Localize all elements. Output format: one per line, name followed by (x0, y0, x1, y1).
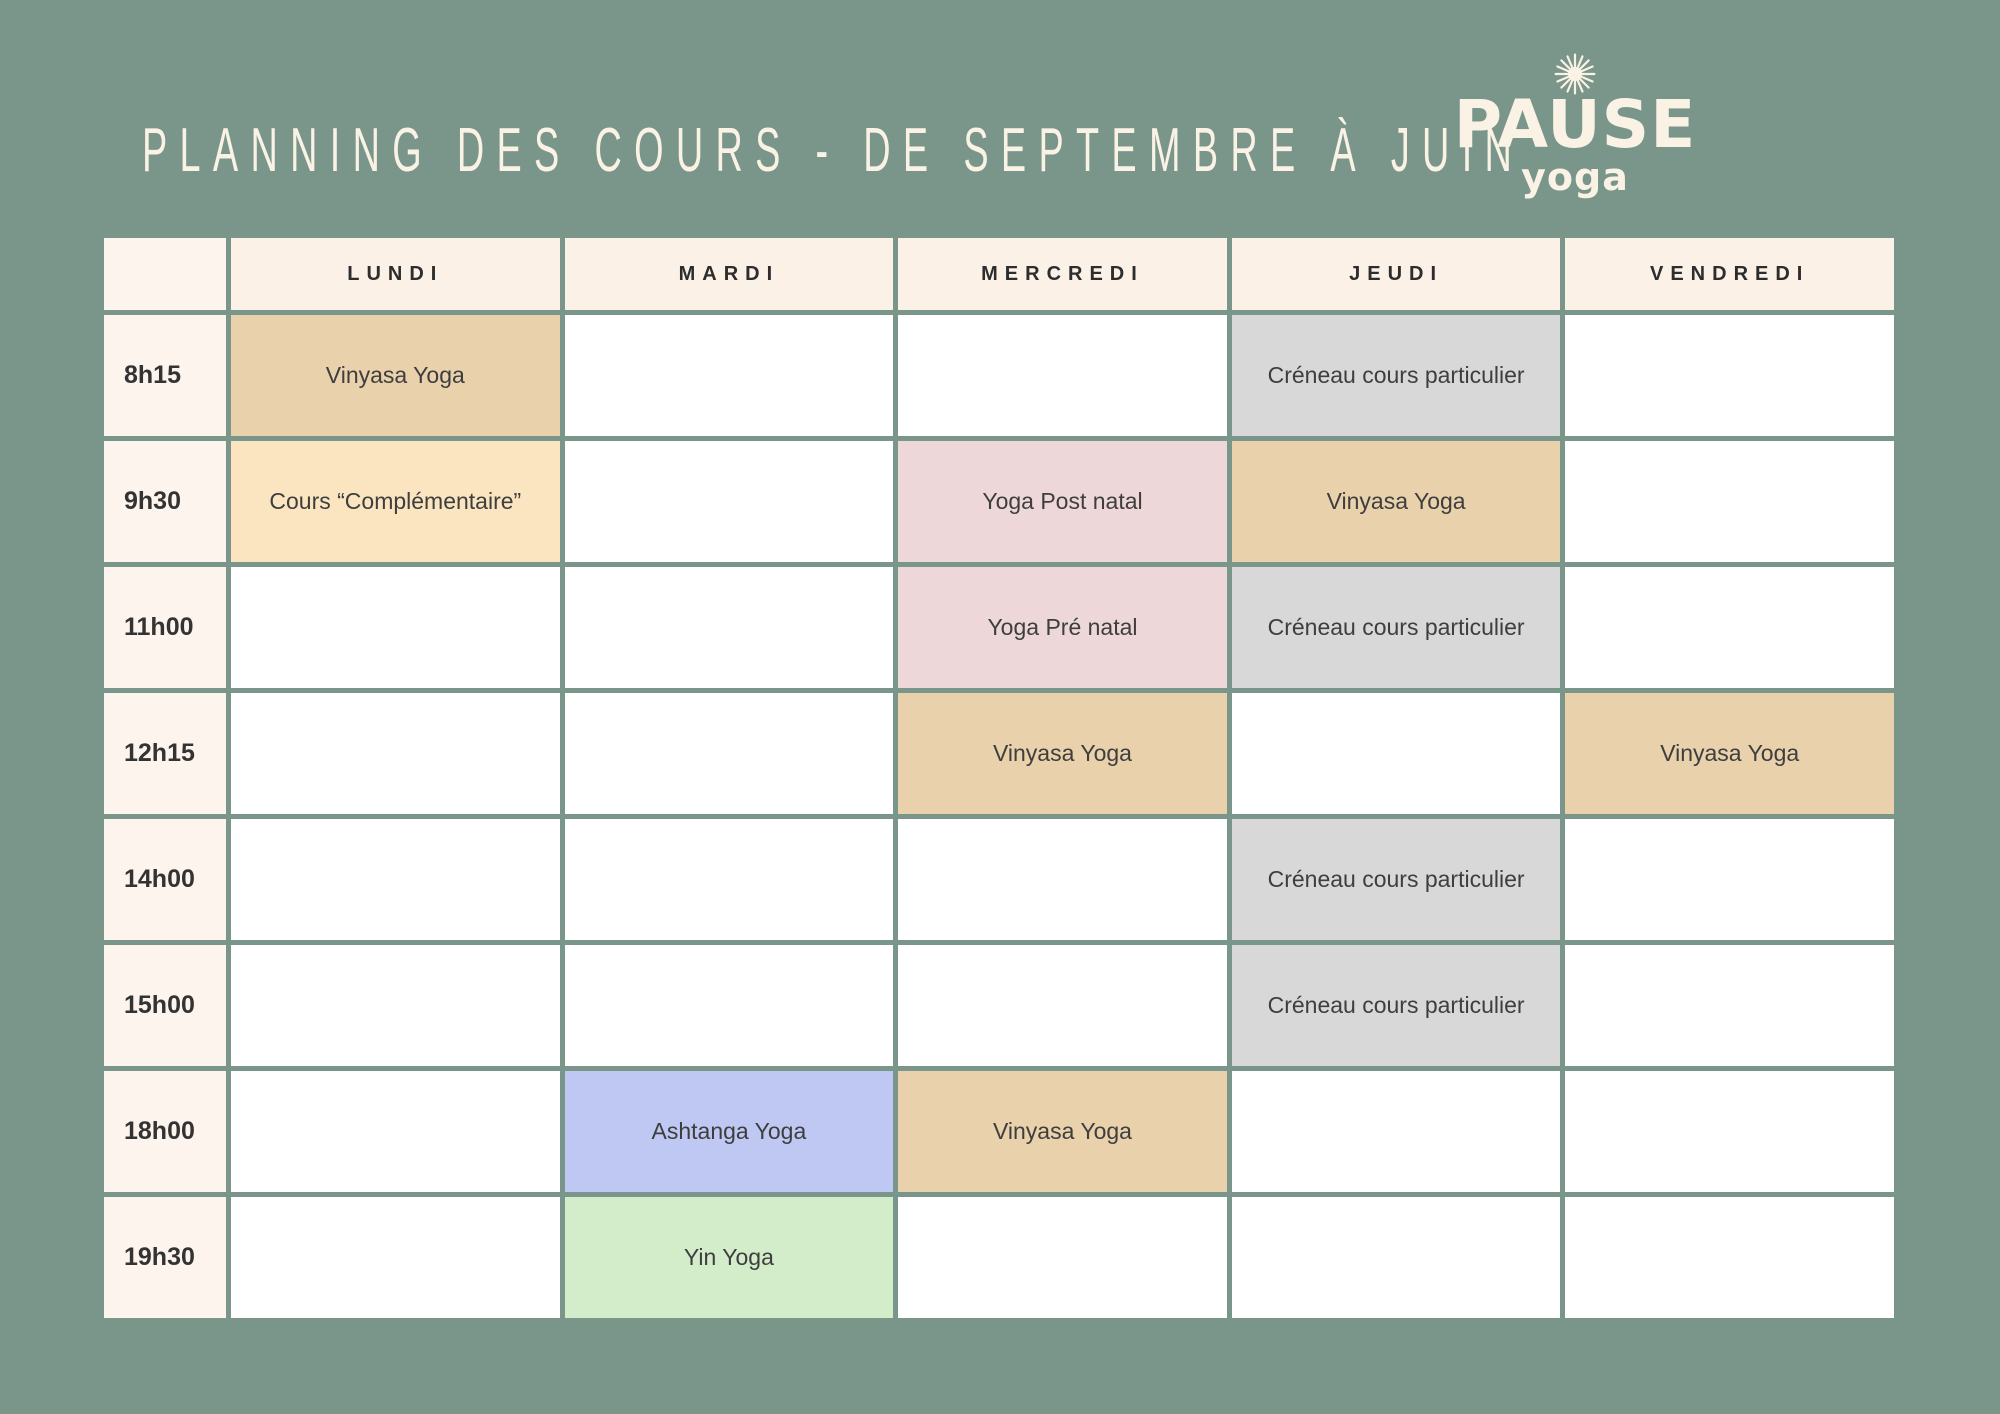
time-label-18h00: 18h00 (104, 1071, 226, 1192)
schedule-cell-jeudi-18h00 (1232, 1071, 1561, 1192)
schedule-row-14h00 (104, 819, 1894, 940)
time-label-19h30: 19h30 (104, 1197, 226, 1318)
schedule-cell-vendredi-12h15: Vinyasa Yoga (1565, 693, 1894, 814)
schedule-cell-lundi-18h00 (231, 1071, 560, 1192)
schedule-row-19h30 (104, 1197, 1894, 1318)
schedule-row-12h15 (104, 693, 1894, 814)
brand-logo (1430, 52, 1720, 199)
schedule-cell-vendredi-14h00 (1565, 819, 1894, 940)
schedule-cell-mercredi-11h00: Yoga Pré natal (898, 567, 1227, 688)
day-header-row (104, 238, 1894, 310)
time-label-9h30: 9h30 (104, 441, 226, 562)
schedule-cell-vendredi-18h00 (1565, 1071, 1894, 1192)
schedule-cell-vendredi-19h30 (1565, 1197, 1894, 1318)
schedule-cell-jeudi-15h00: Créneau cours particulier (1232, 945, 1561, 1066)
schedule-cell-jeudi-19h30 (1232, 1197, 1561, 1318)
time-label-14h00: 14h00 (104, 819, 226, 940)
schedule-row-15h00 (104, 945, 1894, 1066)
schedule-row-11h00 (104, 567, 1894, 688)
schedule-cell-mercredi-19h30 (898, 1197, 1227, 1318)
schedule-cell-jeudi-8h15: Créneau cours particulier (1232, 315, 1561, 436)
time-label-11h00: 11h00 (104, 567, 226, 688)
brand-subtitle: yoga (1521, 155, 1629, 199)
schedule-cell-lundi-11h00 (231, 567, 560, 688)
schedule-cell-lundi-9h30: Cours “Complémentaire” (231, 441, 560, 562)
schedule-cell-mardi-9h30 (565, 441, 894, 562)
schedule-cell-mardi-12h15 (565, 693, 894, 814)
schedule-table (99, 233, 1899, 1323)
schedule-cell-mercredi-12h15: Vinyasa Yoga (898, 693, 1227, 814)
schedule-cell-mardi-8h15 (565, 315, 894, 436)
day-header-vendredi: VENDREDI (1565, 238, 1894, 310)
schedule-cell-mardi-18h00: Ashtanga Yoga (565, 1071, 894, 1192)
day-header-mercredi: MERCREDI (898, 238, 1227, 310)
day-header-jeudi: JEUDI (1232, 238, 1561, 310)
schedule-cell-jeudi-14h00: Créneau cours particulier (1232, 819, 1561, 940)
time-label-8h15: 8h15 (104, 315, 226, 436)
time-label-15h00: 15h00 (104, 945, 226, 1066)
schedule-cell-jeudi-11h00: Créneau cours particulier (1232, 567, 1561, 688)
schedule-cell-mardi-15h00 (565, 945, 894, 1066)
schedule-cell-lundi-8h15: Vinyasa Yoga (231, 315, 560, 436)
schedule-cell-vendredi-15h00 (1565, 945, 1894, 1066)
schedule-cell-mercredi-8h15 (898, 315, 1227, 436)
schedule-cell-mercredi-14h00 (898, 819, 1227, 940)
page-title: PLANNING DES COURS - DE SEPTEMBRE À JUIN (142, 116, 1525, 186)
schedule-cell-vendredi-9h30 (1565, 441, 1894, 562)
schedule-cell-mardi-11h00 (565, 567, 894, 688)
schedule-row-9h30 (104, 441, 1894, 562)
schedule-cell-lundi-12h15 (231, 693, 560, 814)
schedule-cell-vendredi-11h00 (1565, 567, 1894, 688)
schedule-cell-mercredi-15h00 (898, 945, 1227, 1066)
day-header-lundi: LUNDI (231, 238, 560, 310)
time-label-12h15: 12h15 (104, 693, 226, 814)
day-header-mardi: MARDI (565, 238, 894, 310)
corner-cell (104, 238, 226, 310)
schedule-table-body (104, 238, 1894, 1318)
schedule-cell-lundi-14h00 (231, 819, 560, 940)
schedule-cell-mardi-19h30: Yin Yoga (565, 1197, 894, 1318)
brand-name: PAUSE (1453, 86, 1697, 163)
schedule-cell-jeudi-12h15 (1232, 693, 1561, 814)
schedule-cell-jeudi-9h30: Vinyasa Yoga (1232, 441, 1561, 562)
schedule-cell-vendredi-8h15 (1565, 315, 1894, 436)
schedule-row-18h00 (104, 1071, 1894, 1192)
schedule-cell-mercredi-18h00: Vinyasa Yoga (898, 1071, 1227, 1192)
schedule-cell-mardi-14h00 (565, 819, 894, 940)
schedule-cell-mercredi-9h30: Yoga Post natal (898, 441, 1227, 562)
schedule-cell-lundi-15h00 (231, 945, 560, 1066)
schedule-row-8h15 (104, 315, 1894, 436)
schedule-cell-lundi-19h30 (231, 1197, 560, 1318)
